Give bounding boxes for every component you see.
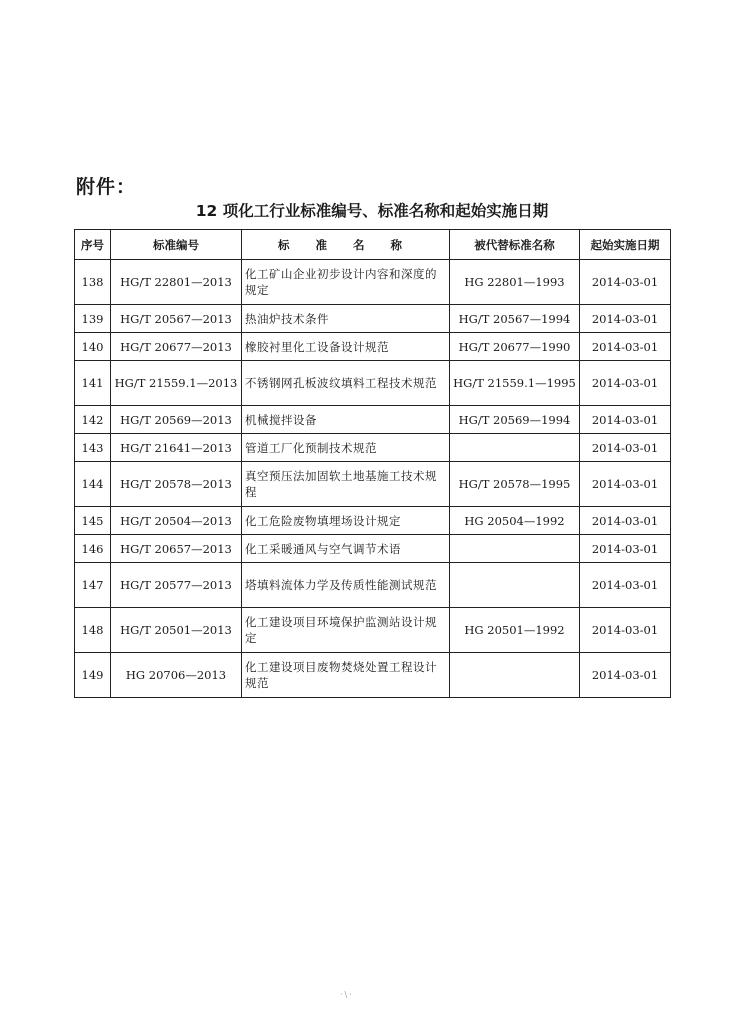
row-start-date: 2014-03-01 bbox=[580, 406, 671, 434]
row-start-date: 2014-03-01 bbox=[580, 260, 671, 305]
row-standard-name: 机械搅拌设备 bbox=[242, 406, 450, 434]
row-standard-name: 塔填料流体力学及传质性能测试规范 bbox=[242, 563, 450, 608]
table-header-row bbox=[75, 230, 671, 260]
row-replaced-standard: HG/T 20569—1994 bbox=[450, 406, 580, 434]
row-standard-name: 化工建设项目废物焚烧处置工程设计规范 bbox=[242, 653, 450, 698]
row-start-date: 2014-03-01 bbox=[580, 462, 671, 507]
row-seq: 148 bbox=[75, 608, 111, 653]
row-standard-name: 真空预压法加固软土地基施工技术规程 bbox=[242, 462, 450, 507]
row-replaced-standard bbox=[450, 653, 580, 698]
row-replaced-standard: HG 20504—1992 bbox=[450, 507, 580, 535]
row-standard-name: 管道工厂化预制技术规范 bbox=[242, 434, 450, 462]
row-replaced-standard: HG/T 20567—1994 bbox=[450, 305, 580, 333]
row-replaced-standard: HG 22801—1993 bbox=[450, 260, 580, 305]
row-standard-code: HG/T 20677—2013 bbox=[111, 333, 242, 361]
row-standard-code: HG/T 20501—2013 bbox=[111, 608, 242, 653]
row-seq: 140 bbox=[75, 333, 111, 361]
table-row bbox=[75, 406, 671, 434]
row-seq: 146 bbox=[75, 535, 111, 563]
row-seq: 147 bbox=[75, 563, 111, 608]
row-replaced-standard: HG/T 21559.1—1995 bbox=[450, 361, 580, 406]
table-row bbox=[75, 260, 671, 305]
row-start-date: 2014-03-01 bbox=[580, 434, 671, 462]
row-replaced-standard bbox=[450, 563, 580, 608]
table-row bbox=[75, 653, 671, 698]
table-row bbox=[75, 507, 671, 535]
table-row bbox=[75, 361, 671, 406]
row-start-date: 2014-03-01 bbox=[580, 333, 671, 361]
row-standard-name: 热油炉技术条件 bbox=[242, 305, 450, 333]
scan-mark: ·\· bbox=[340, 990, 354, 999]
table-row bbox=[75, 333, 671, 361]
row-standard-code: HG/T 20657—2013 bbox=[111, 535, 242, 563]
row-seq: 149 bbox=[75, 653, 111, 698]
table-body bbox=[75, 260, 671, 698]
row-seq: 145 bbox=[75, 507, 111, 535]
row-seq: 139 bbox=[75, 305, 111, 333]
row-start-date: 2014-03-01 bbox=[580, 608, 671, 653]
row-start-date: 2014-03-01 bbox=[580, 653, 671, 698]
row-seq: 141 bbox=[75, 361, 111, 406]
row-replaced-standard: HG/T 20677—1990 bbox=[450, 333, 580, 361]
header-code: 标准编号 bbox=[111, 230, 242, 260]
row-replaced-standard: HG/T 20578—1995 bbox=[450, 462, 580, 507]
row-start-date: 2014-03-01 bbox=[580, 563, 671, 608]
table-row bbox=[75, 462, 671, 507]
row-seq: 144 bbox=[75, 462, 111, 507]
document-title: 12 项化工行业标准编号、标准名称和起始实施日期 bbox=[195, 202, 549, 220]
row-replaced-standard bbox=[450, 434, 580, 462]
row-standard-name: 橡胶衬里化工设备设计规范 bbox=[242, 333, 450, 361]
row-standard-code: HG/T 21641—2013 bbox=[111, 434, 242, 462]
row-standard-code: HG/T 20567—2013 bbox=[111, 305, 242, 333]
row-standard-name: 化工建设项目环境保护监测站设计规定 bbox=[242, 608, 450, 653]
row-start-date: 2014-03-01 bbox=[580, 361, 671, 406]
row-standard-code: HG/T 21559.1—2013 bbox=[111, 361, 242, 406]
attachment-heading: 附件： bbox=[76, 176, 137, 198]
row-seq: 142 bbox=[75, 406, 111, 434]
row-start-date: 2014-03-01 bbox=[580, 507, 671, 535]
row-standard-code: HG/T 20504—2013 bbox=[111, 507, 242, 535]
standards-table bbox=[74, 229, 671, 698]
table-row bbox=[75, 434, 671, 462]
header-date: 起始实施日期 bbox=[580, 230, 671, 260]
row-standard-code: HG/T 20577—2013 bbox=[111, 563, 242, 608]
row-standard-name: 化工采暖通风与空气调节术语 bbox=[242, 535, 450, 563]
table-row bbox=[75, 563, 671, 608]
row-standard-code: HG/T 22801—2013 bbox=[111, 260, 242, 305]
row-seq: 143 bbox=[75, 434, 111, 462]
row-standard-name: 化工矿山企业初步设计内容和深度的规定 bbox=[242, 260, 450, 305]
row-seq: 138 bbox=[75, 260, 111, 305]
row-standard-name: 化工危险废物填埋场设计规定 bbox=[242, 507, 450, 535]
header-seq: 序号 bbox=[75, 230, 111, 260]
row-start-date: 2014-03-01 bbox=[580, 535, 671, 563]
row-standard-code: HG 20706—2013 bbox=[111, 653, 242, 698]
row-start-date: 2014-03-01 bbox=[580, 305, 671, 333]
row-standard-code: HG/T 20578—2013 bbox=[111, 462, 242, 507]
table-row bbox=[75, 535, 671, 563]
header-replaced: 被代替标准名称 bbox=[450, 230, 580, 260]
row-replaced-standard: HG 20501—1992 bbox=[450, 608, 580, 653]
table-row bbox=[75, 608, 671, 653]
table-row bbox=[75, 305, 671, 333]
row-standard-name: 不锈钢网孔板波纹填料工程技术规范 bbox=[242, 361, 450, 406]
row-replaced-standard bbox=[450, 535, 580, 563]
row-standard-code: HG/T 20569—2013 bbox=[111, 406, 242, 434]
header-name: 标 准 名 称 bbox=[242, 230, 450, 260]
